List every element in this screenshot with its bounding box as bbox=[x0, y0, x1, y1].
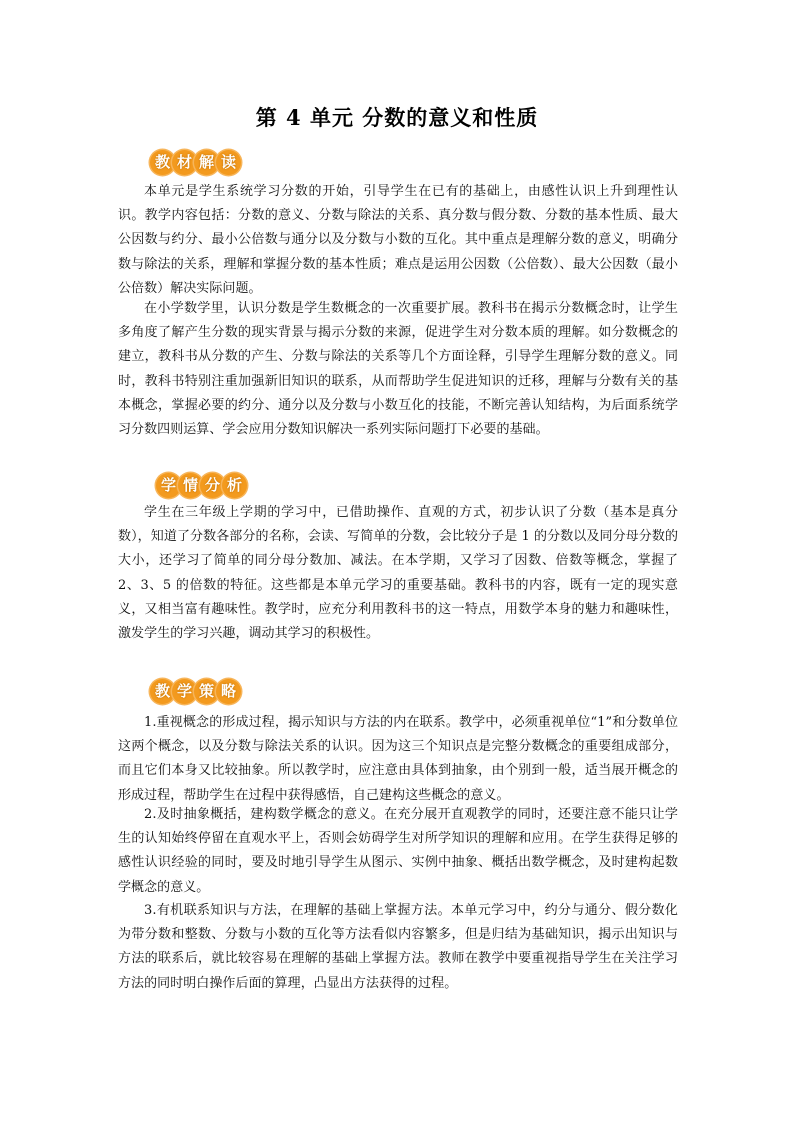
heading-char: 读 bbox=[220, 153, 236, 171]
paragraph: 在小学数学里，认识分数是学生数概念的一次重要扩展。教科书在揭示分数概念时，让学生多角度了解产生分数的现实背景与揭示分数的来源，促进学生对分数本质的理解。如分数概念的建立，教科书从分数的产生、分数与除法的关系等几个方面诠释，引导学生理解分数的意义。同时，教科书特别注重加强新旧知识的联系，从而帮助学生促进知识的迁移，理解与分数有关的基本概念，掌握必要的约分、通分以及分数与小数互化的技能，不断完善认知结构，为后面系统学习分数四则运算、学会应用分数知识解决一系列实际问题打下必要的基础。 bbox=[118, 301, 678, 438]
heading-char: 略 bbox=[220, 682, 236, 700]
heading-char: 教 bbox=[154, 682, 170, 700]
paragraph: 本单元是学生系统学习分数的开始，引导学生在已有的基础上，由感性认识上升到理性认识。教学内容包括：分数的意义、分数与除法的关系、真分数与假分数、分数的基本性质、最大公因数与约分、最小公倍数与通分以及分数与小数的互化。其中重点是理解分数的意义，明确分数与除法的关系，理解和掌握分数的基本性质；难点是运用公因数（公倍数）、最大公因数（最小公倍数）解决实际问题。 bbox=[118, 184, 678, 296]
paragraph: 1.重视概念的形成过程，揭示知识与方法的内在联系。教学中，必须重视单位“1”和分数单位这两个概念，以及分数与除法关系的认识。因为这三个知识点是完整分数概念的重要组成部分，而且它们本身又比较抽象。所以教学时，应注意由具体到抽象，由个别到一般，适当展开概念的形成过程，帮助学生在过程中获得感悟，自己建构这些概念的意义。 bbox=[118, 715, 678, 803]
heading-char: 材 bbox=[176, 153, 192, 171]
heading-char: 分 bbox=[204, 476, 220, 494]
heading-char: 情 bbox=[182, 476, 198, 494]
heading-char: 解 bbox=[198, 153, 214, 171]
heading-char: 析 bbox=[226, 476, 242, 494]
heading-char: 策 bbox=[198, 682, 214, 700]
heading-char: 教 bbox=[154, 153, 170, 171]
page-title: 第 4 单元 分数的意义和性质 bbox=[255, 105, 539, 130]
section-heading-xueqing-fenxi bbox=[148, 471, 248, 501]
paragraph: 学生在三年级上学期的学习中，已借助操作、直观的方式，初步认识了分数（基本是真分数），知道了分数各部分的名称，会读、写简单的分数，会比较分子是 1 的分数以及同分母分数的大小，还学习了简单的同分母分数加、减法。在本学期，又学习了因数、倍数等概念，掌握了 2、3、5 的倍数的特征。这些都是本单元学习的重要基础。教科书的内容，既有一定的现实意义，又相当富有趣味性。教学时，应充分利用教科书的这一特点，用数学本身的魅力和趣味性，激发学生的学习兴趣，调动其学习的积极性。 bbox=[118, 505, 678, 642]
paragraph: 2.及时抽象概括，建构数学概念的意义。在充分展开直观教学的同时，还要注意不能只让学生的认知始终停留在直观水平上，否则会妨碍学生对所学知识的理解和应用。在学生获得足够的感性认识经验的同时，要及时地引导学生从图示、实例中抽象、概括出数学概念，及时建构起数学概念的意义。 bbox=[118, 807, 678, 895]
paragraph: 3.有机联系知识与方法，在理解的基础上掌握方法。本单元学习中，约分与通分、假分数化为带分数和整数、分数与小数的互化等方法看似内容繁多，但是归结为基础知识，揭示出知识与方法的联系后，就比较容易在理解的基础上掌握方法。教师在教学中要重视指导学生在关注学习方法的同时明白操作后面的算理，凸显出方法获得的过程。 bbox=[118, 903, 678, 991]
section-heading-jiaoxue-celue bbox=[148, 677, 248, 707]
heading-char: 学 bbox=[160, 476, 176, 494]
heading-char: 学 bbox=[176, 682, 192, 700]
section-heading-jiaocai-jiedu bbox=[148, 148, 248, 178]
